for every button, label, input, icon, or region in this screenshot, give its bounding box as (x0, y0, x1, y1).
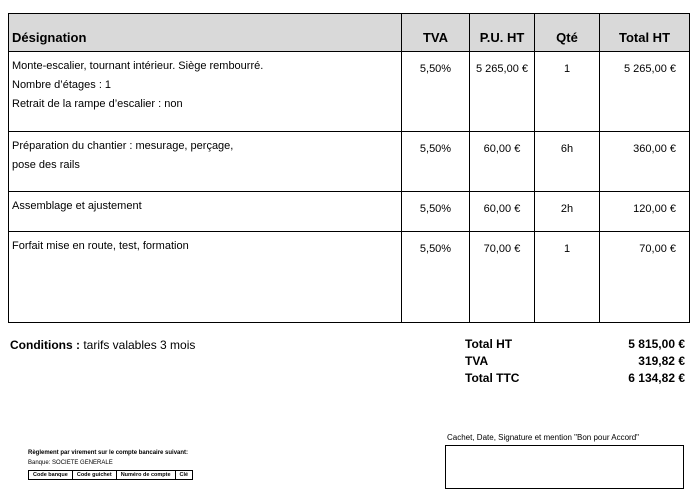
row-quantity: 1 (535, 232, 600, 323)
designation-line: Monte-escalier, tournant intérieur. Siège rembourré. (12, 60, 264, 72)
row-unit-price: 70,00 € (470, 232, 535, 323)
bank-title: Règlement par virement sur le compte bancaire suivant: (28, 450, 189, 456)
row-total-ht: 5 265,00 € (600, 52, 690, 132)
tva-label: TVA (465, 354, 489, 368)
bank-details (28, 450, 193, 480)
row-tva: 5,50% (402, 132, 470, 192)
row-quantity: 2h (535, 192, 600, 232)
bank-col-code-guichet: Code guichet (72, 471, 116, 480)
table-header-row (9, 14, 690, 52)
row-tva: 5,50% (402, 232, 470, 323)
conditions-text: tarifs valables 3 mois (83, 338, 196, 352)
designation-line: Retrait de la rampe d’escalier : non (12, 98, 183, 110)
bank-table (28, 470, 193, 480)
total-ttc-row (465, 371, 685, 388)
row-designation (9, 52, 402, 132)
row-total-ht: 70,00 € (600, 232, 690, 323)
conditions (10, 338, 195, 352)
table-row (9, 192, 690, 232)
signature-box (445, 445, 684, 489)
designation-line: Nombre d’étages : 1 (12, 79, 112, 91)
row-total-ht: 120,00 € (600, 192, 690, 232)
quote-table (8, 13, 690, 323)
table-row (9, 132, 690, 192)
row-tva: 5,50% (402, 52, 470, 132)
tva-value: 319,82 € (638, 354, 685, 368)
header-tva: TVA (402, 14, 470, 52)
bank-name: Banque: SOCIETE GENERALE (28, 460, 113, 466)
bank-col-account-number: Numéro de compte (116, 471, 175, 480)
header-quantity: Qté (535, 14, 600, 52)
header-unit-price: P.U. HT (470, 14, 535, 52)
header-designation: Désignation (9, 14, 402, 52)
designation-line: pose des rails (12, 159, 80, 171)
designation-line: Assemblage et ajustement (12, 200, 142, 212)
bank-col-key: Clé (175, 471, 193, 480)
row-unit-price: 60,00 € (470, 192, 535, 232)
conditions-label: Conditions : (10, 338, 80, 352)
signature-label: Cachet, Date, Signature et mention "Bon pour Accord" (447, 433, 640, 442)
header-total-ht: Total HT (600, 14, 690, 52)
row-quantity: 6h (535, 132, 600, 192)
row-designation (9, 232, 402, 323)
totals-block (465, 337, 685, 388)
row-total-ht: 360,00 € (600, 132, 690, 192)
total-ttc-label: Total TTC (465, 371, 520, 385)
designation-line: Préparation du chantier : mesurage, perçage, (12, 140, 234, 152)
total-ht-value: 5 815,00 € (628, 337, 685, 351)
row-tva: 5,50% (402, 192, 470, 232)
total-ttc-value: 6 134,82 € (628, 371, 685, 385)
table-row (9, 232, 690, 323)
row-unit-price: 60,00 € (470, 132, 535, 192)
total-ht-row (465, 337, 685, 354)
table-row (9, 52, 690, 132)
row-quantity: 1 (535, 52, 600, 132)
row-designation (9, 132, 402, 192)
total-ht-label: Total HT (465, 337, 513, 351)
bank-col-code-banque: Code banque (29, 471, 73, 480)
row-unit-price: 5 265,00 € (470, 52, 535, 132)
row-designation (9, 192, 402, 232)
designation-line: Forfait mise en route, test, formation (12, 240, 189, 252)
tva-row (465, 354, 685, 371)
